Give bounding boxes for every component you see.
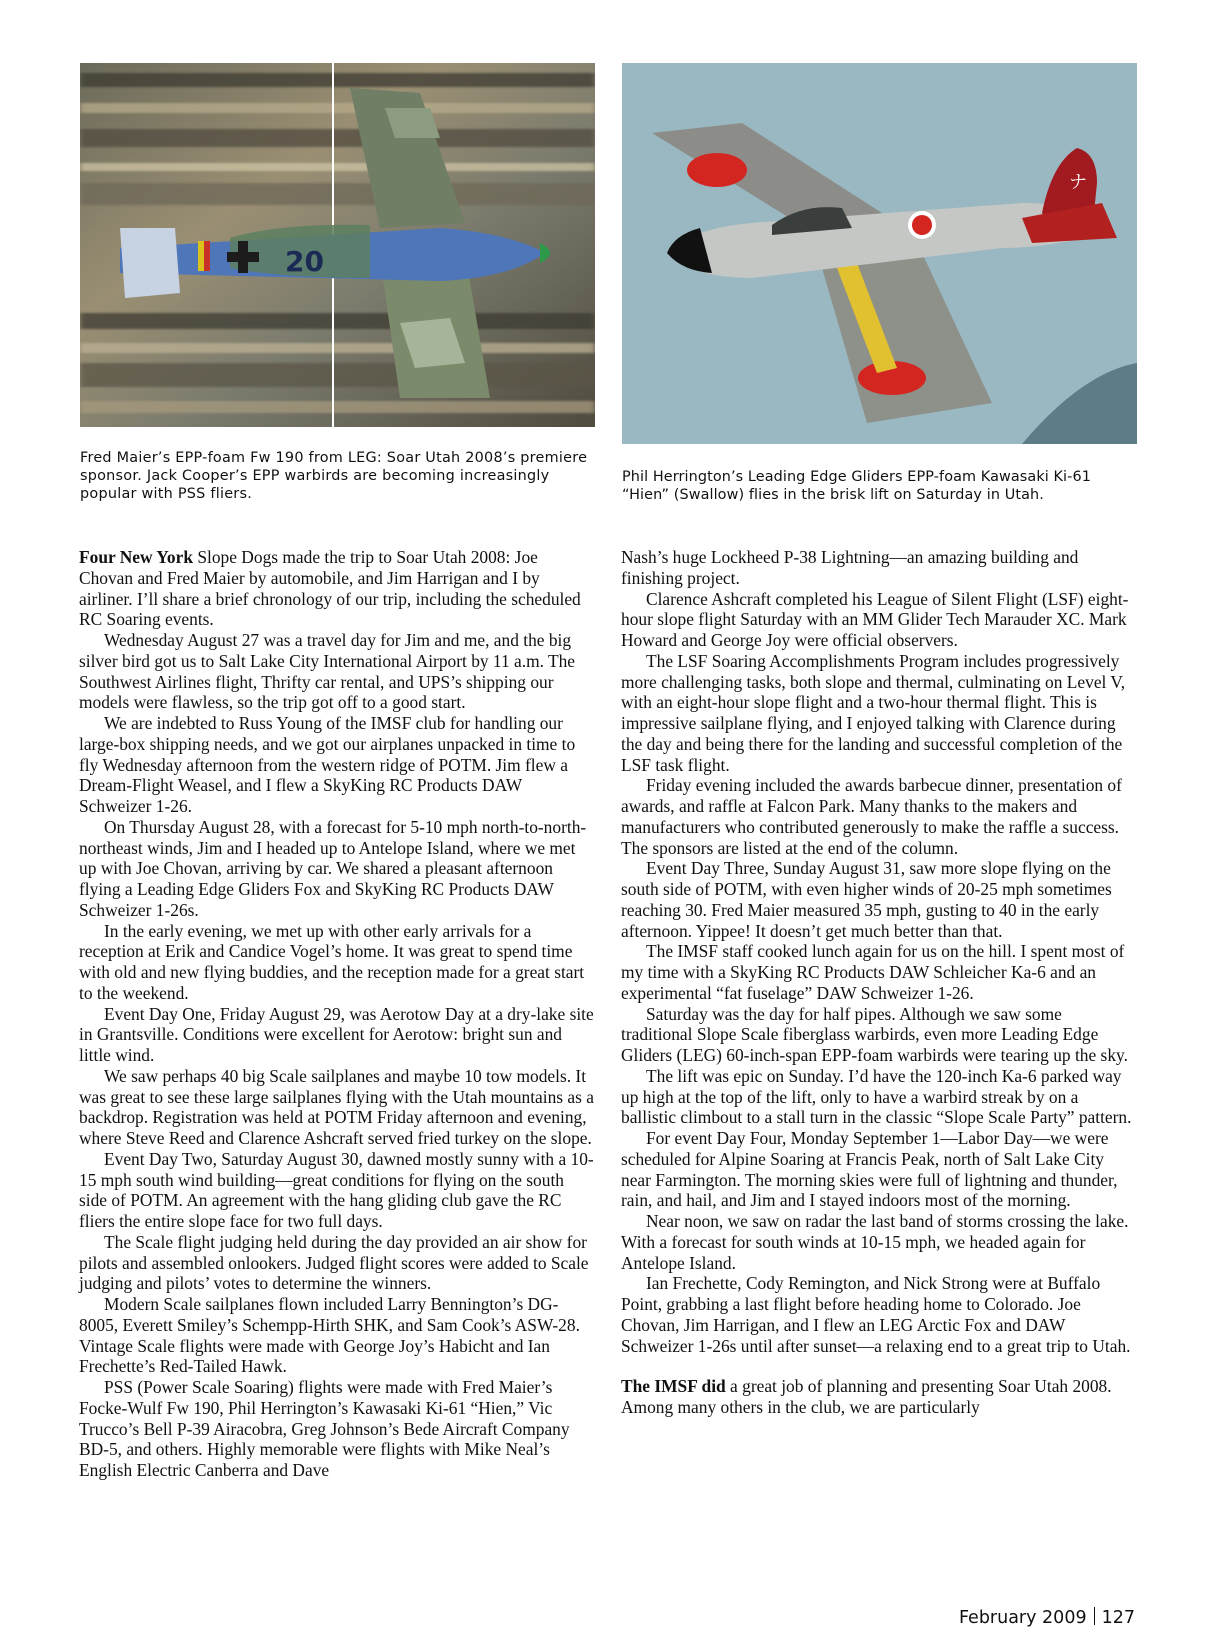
ki61-image	[622, 63, 1137, 444]
paragraph: We saw perhaps 40 big Scale sailplanes and maybe 10 tow models. It was great to see these large sailplanes flying with the Utah mountains as a backdrop. Registration was held at POTM Friday afternoon and evening, where Steve Reed and Clarence Ashcraft served fried turkey on the slope.	[79, 1065, 594, 1148]
paragraph: The IMSF staff cooked lunch again for us on the hill. I spent most of my time with a SkyKing RC Products DAW Schleicher Ka-6 and an experimental “fat fuselage” DAW Schweizer 1-26.	[621, 941, 1125, 1003]
paragraph-text: a great job of planning and presenting Soar Utah 2008. Among many others in the club, we are particularly	[621, 1376, 1112, 1417]
lead-in-bold: Four New York	[79, 547, 193, 567]
fw190-image	[80, 63, 595, 427]
page-footer	[959, 1607, 1135, 1628]
paragraph-text: Slope Dogs made the trip to Soar Utah 2008: Joe Chovan and Fred Maier by automobile, and Jim Harrigan and I by airliner. I’ll share a brief chronology of our trip, including the scheduled RC Soaring events.	[79, 547, 581, 630]
article-column-right	[621, 547, 1137, 1418]
paragraph: For event Day Four, Monday September 1—Labor Day—we were scheduled for Alpine Soaring at Francis Peak, north of Salt Lake City near Farmington. The morning skies were full of lightning and thunder, rain, and hail, and Jim and I stayed indoors most of the morning.	[621, 1128, 1118, 1211]
photo-fw190	[80, 63, 595, 427]
photo-ki61	[622, 63, 1137, 444]
caption-fw190: Fred Maier’s EPP-foam Fw 190 from LEG: Soar Utah 2008’s premiere sponsor. Jack Cooper’s EPP warbirds are becoming increasingly popular with PSS fliers.	[80, 450, 588, 502]
paragraph: The LSF Soaring Accomplishments Program includes progressively more challenging tasks, both slope and thermal, culminating on Level V, with an eight-hour slope flight and a two-hour thermal flight. This is impressive sailplane flying, and I enjoyed talking with Clarence during the day and being there for the landing and successful completion of the LSF task flight.	[621, 650, 1126, 775]
paragraph: The lift was epic on Sunday. I’d have the 120-inch Ka-6 parked way up high at the top of the lift, only to have a warbird streak by on a ballistic climbout to a stall turn in the classic “Slope Scale Party” pattern.	[621, 1065, 1132, 1128]
paragraph: We are indebted to Russ Young of the IMSF club for handling our large-box shipping needs, and we got our airplanes unpacked in time to fly Wednesday afternoon from the western ridge of POTM. Jim flew a Dream-Flight Weasel, and I flew a SkyKing RC Products DAW Schweizer 1-26.	[79, 713, 576, 816]
ki61-tail-marking: ナ	[1069, 172, 1087, 193]
paragraph: Wednesday August 27 was a travel day for Jim and me, and the big silver bird got us to Salt Lake City International Airport by 11 a.m. The Southwest Airlines flight, Thrifty car rental, and UPS’s shipping our models were flawless, so the trip got off to a good start.	[79, 630, 576, 713]
page-number: 127	[1101, 1608, 1135, 1628]
paragraph: Friday evening included the awards barbecue dinner, presentation of awards, and raffle at Falcon Park. Many thanks to the makers and manufacturers who contributed generously to make the raffle a success. The sponsors are listed at the end of the column.	[621, 775, 1122, 858]
paragraph	[621, 1376, 1137, 1418]
paragraph: Event Day One, Friday August 29, was Aerotow Day at a dry-lake site in Grantsville. Conditions were excellent for Aerotow: bright sun and little wind.	[79, 1003, 594, 1065]
paragraph: Modern Scale sailplanes flown included Larry Bennington’s DG-8005, Everett Smiley’s Schempp-Hirth SHK, and Sam Cook’s ASW-28. Vintage Scale flights were made with George Joy’s Habicht and Ian Frechette’s Red-Tailed Hawk.	[79, 1294, 580, 1377]
fw190-tail-number: 20	[285, 245, 324, 278]
lead-in-bold: The IMSF did	[621, 1376, 726, 1397]
paragraph: Clarence Ashcraft completed his League of Silent Flight (LSF) eight-hour slope flight Saturday with an MM Glider Tech Marauder XC. Mark Howard and George Joy were official observers.	[621, 588, 1129, 650]
paragraph: Ian Frechette, Cody Remington, and Nick Strong were at Buffalo Point, grabbing a last flight before heading home to Colorado. Joe Chovan, Jim Harrigan, and I flew an LEG Arctic Fox and DAW Schweizer 1-26s until after sunset—a relaxing end to a great trip to Utah.	[621, 1273, 1131, 1356]
paragraph: The Scale flight judging held during the day provided an air show for pilots and assembled onlookers. Judged flight scores were added to Scale judging and pilots’ votes to determine the winners.	[79, 1231, 589, 1294]
paragraph: PSS (Power Scale Soaring) flights were made with Fred Maier’s Focke-Wulf Fw 190, Phil Herrington’s Kawasaki Ki-61 “Hien,” Vic Trucco’s Bell P-39 Airacobra, Greg Johnson’s Bede Aircraft Company BD-5, and others. Highly memorable were flights with Mike Neal’s English Electric Canberra and Dave	[79, 1377, 570, 1480]
paragraph: Event Day Two, Saturday August 30, dawned mostly sunny with a 10-15 mph south wind building—great conditions for flying on the south side of POTM. An agreement with the hang gliding club gave the RC fliers the entire slope face for two full days.	[79, 1148, 594, 1231]
paragraph: Nash’s huge Lockheed P-38 Lightning—an amazing building and finishing project.	[621, 547, 1079, 588]
paragraph: Event Day Three, Sunday August 31, saw more slope flying on the south side of POTM, with even higher winds of 20-25 mph sometimes reaching 30. Fred Maier measured 35 mph, gusting to 40 in the early afternoon. Yippee! It doesn’t get much better than that.	[621, 858, 1112, 941]
paragraph: In the early evening, we met up with other early arrivals for a reception at Erik and Candice Vogel’s home. It was great to spend time with old and new flying buddies, and the reception made for a great start to the weekend.	[79, 920, 585, 1003]
paragraph	[79, 547, 595, 630]
paragraph: Near noon, we saw on radar the last band of storms crossing the lake. With a forecast for south winds at 10-15 mph, we headed again for Antelope Island.	[621, 1211, 1129, 1273]
caption-ki61: Phil Herrington’s Leading Edge Gliders EPP-foam Kawasaki Ki-61 “Hien” (Swallow) flies in the brisk lift on Saturday in Utah.	[622, 469, 1091, 503]
article-column-left	[79, 547, 595, 1481]
paragraph: On Thursday August 28, with a forecast for 5-10 mph north-to-north-northeast winds, Jim and I headed up to Antelope Island, where we met up with Joe Chovan, arriving by car. We shared a pleasant afternoon flying a Leading Edge Gliders Fox and SkyKing RC Products DAW Schweizer 1-26s.	[79, 816, 587, 920]
footer-divider	[1094, 1607, 1095, 1625]
issue-date: February 2009	[958, 1608, 1087, 1628]
paragraph: Saturday was the day for half pipes. Although we saw some traditional Slope Scale fiberglass warbirds, even more Leading Edge Gliders (LEG) 60-inch-span EPP-foam warbirds were tearing up the sky.	[621, 1003, 1128, 1065]
